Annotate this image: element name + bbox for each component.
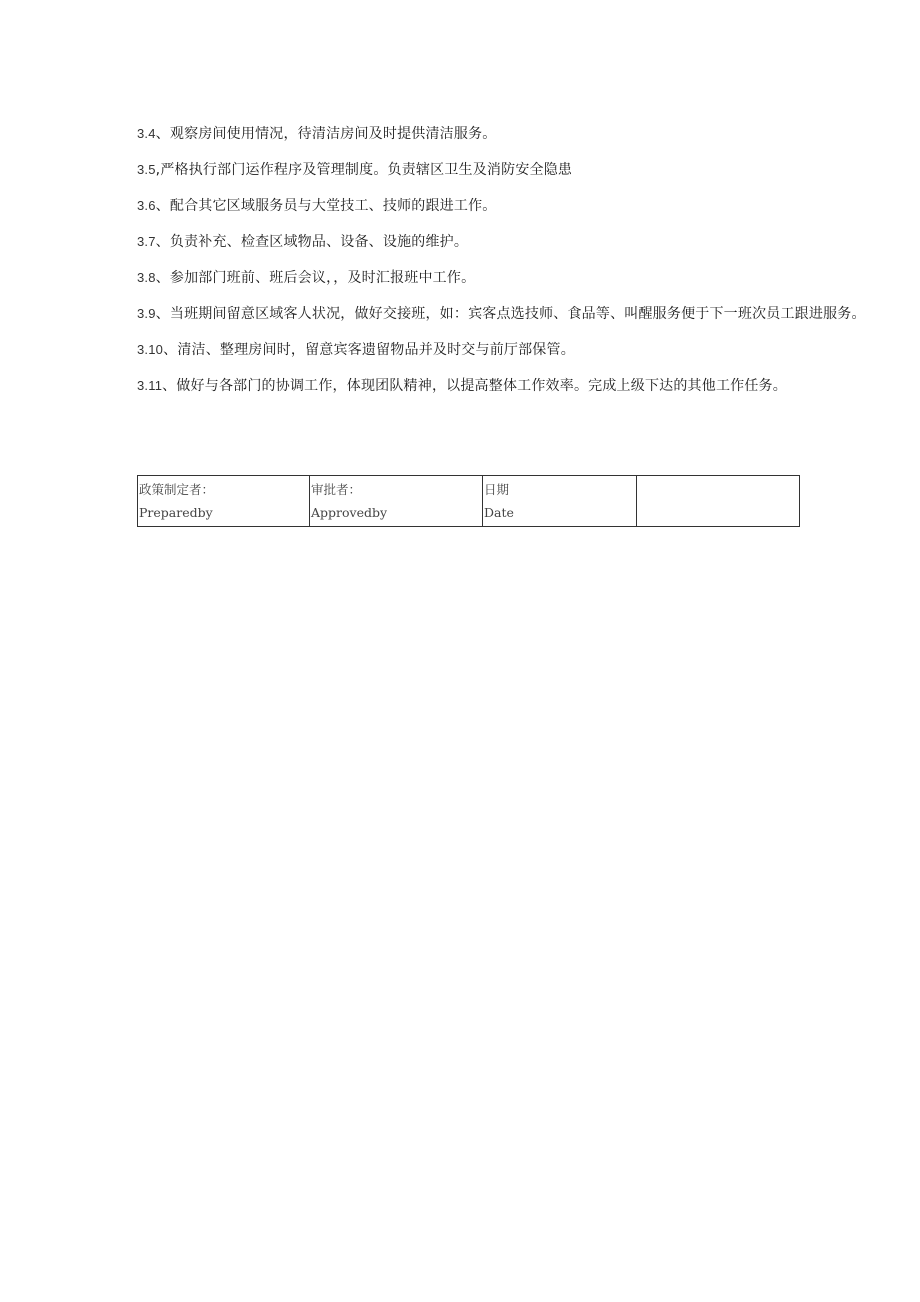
date-label-cn: 日期 [484, 482, 510, 497]
prepared-by-cell [138, 476, 310, 527]
duty-item-3-11 [137, 368, 867, 404]
duty-number: 3.9 [137, 306, 156, 321]
signature-table [137, 475, 800, 527]
approved-by-cell [310, 476, 483, 527]
date-cell [483, 476, 637, 527]
duty-text: 负责补充、检查区域物品、设备、设施的维护。 [169, 234, 469, 250]
duty-text: 做好与各部门的协调工作，体现团队精神，以提高整体工作效率。完成上级下达的其他工作任务。 [176, 378, 787, 394]
duty-list [137, 116, 867, 404]
duty-separator: 、 [155, 306, 170, 322]
blank-cell [637, 476, 800, 527]
duty-separator: 、 [162, 378, 177, 394]
duty-text: 严格执行部门运作程序及管理制度。负责辖区卫生及消防安全隐患 [160, 162, 573, 178]
duty-item-3-9 [137, 296, 867, 332]
duty-number: 3.11 [137, 378, 163, 393]
date-label-en: Date [484, 505, 514, 520]
duty-separator: 、 [155, 234, 170, 250]
duty-number: 3.5 [137, 162, 156, 177]
prepared-by-label-cn: 政策制定者： [139, 482, 215, 497]
duty-text: 当班期间留意区域客人状况，做好交接班，如：宾客点选技师、食品等、叫醒服务便于下一班次员工跟进服务。 [169, 306, 866, 322]
duty-separator: 、 [155, 270, 170, 286]
duty-separator: , [155, 162, 161, 178]
duty-separator: 、 [155, 126, 170, 142]
duty-number: 3.8 [137, 270, 156, 285]
duty-item-3-8 [137, 260, 867, 296]
signature-row [138, 476, 800, 527]
duty-separator: 、 [155, 198, 170, 214]
duty-item-3-4 [137, 116, 867, 152]
duty-text: 观察房间使用情况，待清洁房间及时提供清洁服务。 [169, 126, 497, 142]
approved-by-label-en: Approvedby [311, 505, 388, 520]
duty-text: 配合其它区域服务员与大堂技工、技师的跟进工作。 [169, 198, 497, 214]
duty-separator: 、 [163, 342, 178, 358]
duty-number: 3.10 [137, 342, 164, 357]
duty-item-3-10 [137, 332, 867, 368]
approved-by-label-cn: 审批者： [311, 482, 362, 497]
duty-item-3-5 [137, 152, 867, 188]
duty-number: 3.6 [137, 198, 156, 213]
duty-number: 3.4 [137, 126, 156, 141]
duty-item-3-7 [137, 224, 867, 260]
prepared-by-label-en: Preparedby [139, 505, 213, 520]
duty-text: 清洁、整理房间时，留意宾客遗留物品并及时交与前厅部保管。 [177, 342, 575, 358]
duty-text: 参加部门班前、班后会议，，及时汇报班中工作。 [169, 270, 476, 286]
duty-number: 3.7 [137, 234, 156, 249]
duty-item-3-6 [137, 188, 867, 224]
